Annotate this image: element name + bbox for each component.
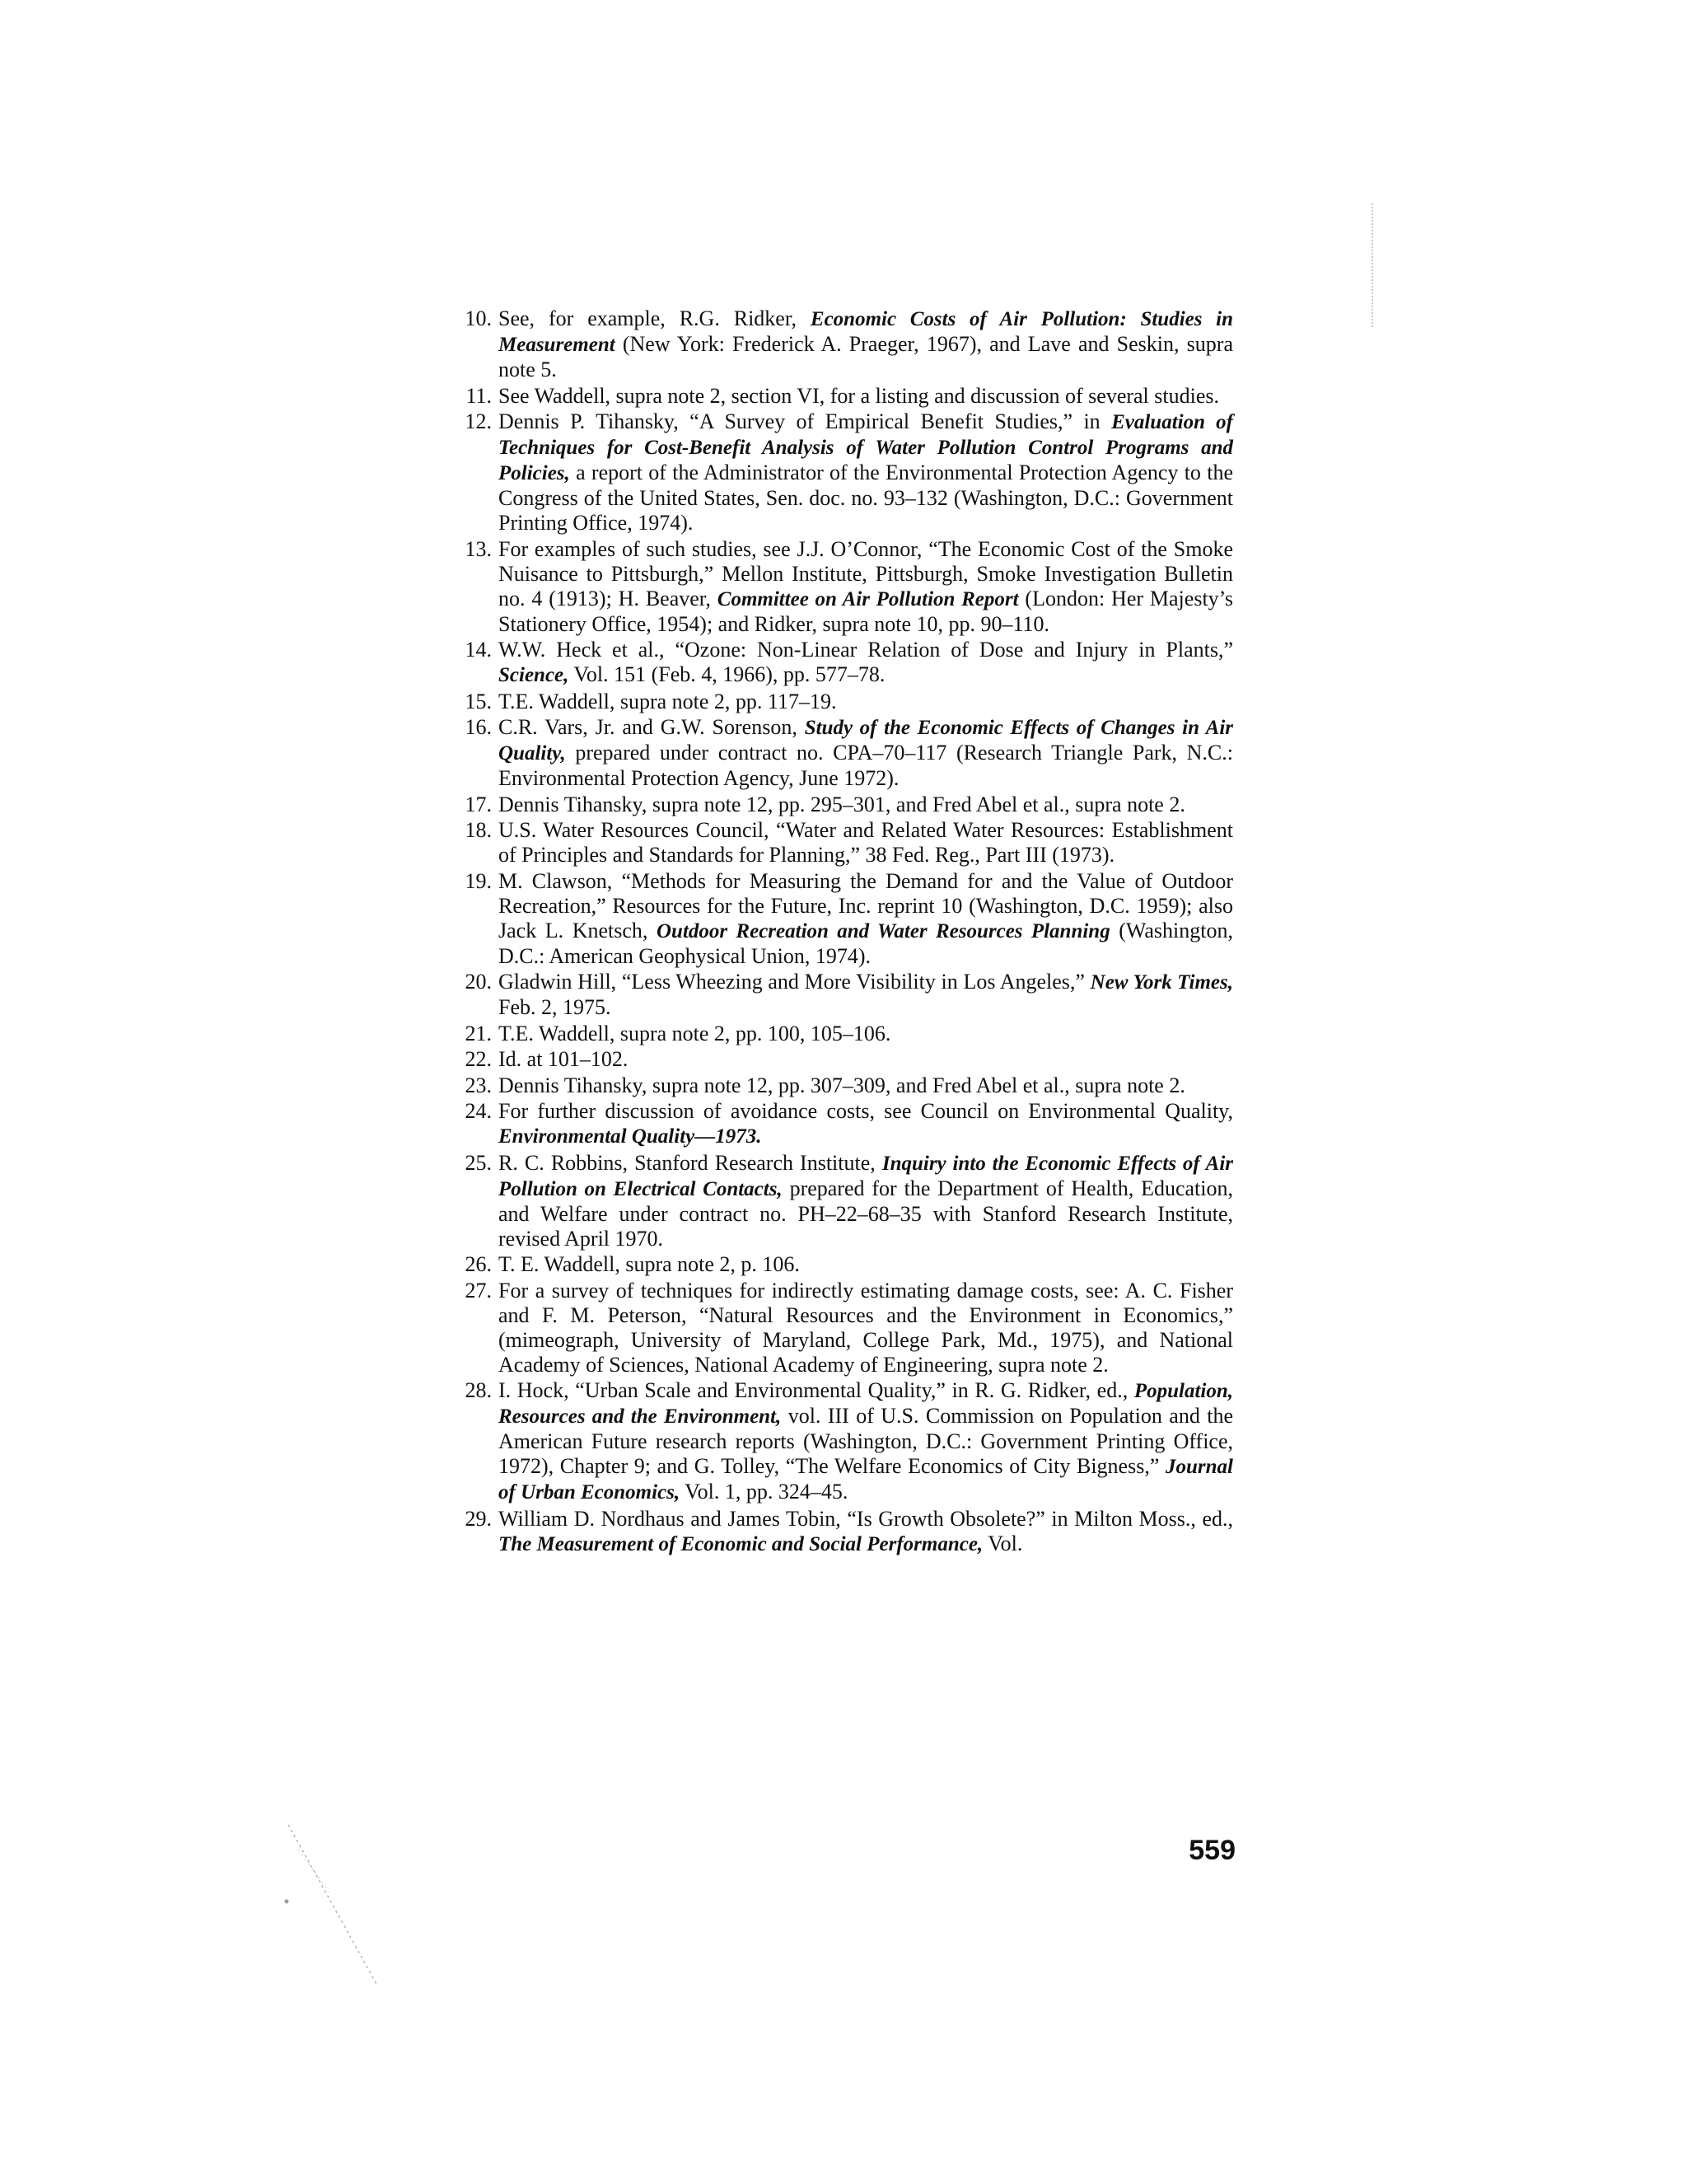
- footnote-title: Journal of Urban Economics,: [498, 1456, 1233, 1504]
- footnote-14: [456, 638, 1233, 688]
- footnote-number: 15.: [465, 689, 492, 713]
- footnote-text: See Waddell, supra note 2, section VI, for a listing and discussion of several studies.: [498, 383, 1219, 408]
- footnote-28: [456, 1378, 1233, 1505]
- footnote-text: prepared for the Department of Health, Education, and Welfare under contract no. PH–22–68–35 with Stanford Research Institute, revised April 1970.: [498, 1176, 1233, 1251]
- footnote-text: (London: Her Majesty’s Stationery Office, 1954); and Ridker, supra note 10, pp. 90–110.: [498, 586, 1234, 636]
- footnote-number: 14.: [465, 638, 492, 662]
- footnote-text: Id. at 101–102.: [498, 1047, 629, 1071]
- scan-artifact-mark: [280, 1817, 395, 2006]
- footnote-text: For further discussion of avoidance costs, see Council on Environmental Quality,: [498, 1099, 1233, 1123]
- footnote-number: 11.: [465, 383, 492, 408]
- footnote-13: [456, 537, 1233, 637]
- footnote-title: Science,: [498, 664, 569, 686]
- footnote-21: [456, 1022, 1233, 1046]
- footnote-text: T.E. Waddell, supra note 2, pp. 100, 105–106.: [498, 1021, 891, 1045]
- footnote-number: 17.: [465, 792, 492, 816]
- footnote-number: 12.: [465, 409, 492, 433]
- footnote-title: Environmental Quality—1973.: [498, 1125, 762, 1148]
- footnote-24: [456, 1099, 1233, 1149]
- footnote-text: (Washington, D.C.: American Geophysical Union, 1974).: [498, 918, 1233, 968]
- footnote-text: I. Hock, “Urban Scale and Environmental Quality,” in R. G. Ridker, ed.,: [498, 1378, 1134, 1402]
- footnote-number: 25.: [465, 1150, 492, 1175]
- footnote-text: Dennis Tihansky, supra note 12, pp. 307–309, and Fred Abel et al., supra note 2.: [498, 1073, 1185, 1097]
- footnote-text: a report of the Administrator of the Environmental Protection Agency to the Congress of the United States, Sen. doc. no. 93–132 (Washington, D.C.: Government Printing Office, 1974).: [498, 461, 1233, 535]
- footnote-text: Vol. 151 (Feb. 4, 1966), pp. 577–78.: [568, 662, 886, 686]
- footnote-15: [456, 690, 1233, 714]
- footnote-title: Evaluation of Techniques for Cost-Benefit Analysis of Water Pollution Control Programs and Policies,: [498, 411, 1233, 484]
- footnote-text: Vol. 1, pp. 324–45.: [680, 1480, 848, 1504]
- footnote-12: [456, 409, 1233, 535]
- footnote-text: For a survey of techniques for indirectly estimating damage costs, see: A. C. Fisher and F. M. Peterson, “Natural Resources and the Environment in Economics,” (mimeograph, University of Maryland, College Park, Md., 1975), and National Academy of Sciences, National Academy of Engineering, supra note 2.: [498, 1278, 1233, 1377]
- footnote-20: [456, 970, 1233, 1020]
- footnote-number: 20.: [465, 970, 492, 994]
- footnote-number: 28.: [465, 1378, 492, 1402]
- footnote-text: See, for example, R.G. Ridker,: [498, 306, 811, 330]
- footnote-list: [456, 306, 1233, 1558]
- footnote-title: Committee on Air Pollution Report: [717, 587, 1019, 610]
- footnote-23: [456, 1073, 1233, 1098]
- footnote-text: T.E. Waddell, supra note 2, pp. 117–19.: [498, 689, 837, 713]
- footnote-text: William D. Nordhaus and James Tobin, “Is Growth Obsolete?” in Milton Moss., ed.,: [498, 1506, 1233, 1531]
- footnote-26: [456, 1252, 1233, 1277]
- page-number: 559: [1189, 1835, 1236, 1866]
- footnote-title: The Measurement of Economic and Social Performance,: [498, 1532, 984, 1555]
- footnote-title: New York Times,: [1090, 971, 1233, 994]
- footnote-text: M. Clawson, “Methods for Measuring the Demand for and the Value of Outdoor Recreation,” Resources for the Future, Inc. reprint 10 (Washington, D.C. 1959); also Jack L. Knetsch,: [498, 868, 1233, 942]
- footnote-17: [456, 793, 1233, 817]
- footnote-text: Dennis P. Tihansky, “A Survey of Empirical Benefit Studies,” in: [498, 409, 1112, 433]
- footnote-16: [456, 715, 1233, 791]
- footnote-text: T. E. Waddell, supra note 2, p. 106.: [498, 1252, 800, 1276]
- footnote-number: 26.: [465, 1252, 492, 1276]
- footnote-number: 18.: [465, 818, 492, 842]
- footnote-title: Study of the Economic Effects of Changes in Air Quality,: [498, 717, 1233, 765]
- footnote-number: 22.: [465, 1047, 492, 1071]
- footnote-text: U.S. Water Resources Council, “Water and Related Water Resources: Establishment of Principles and Standards for Planning,” 38 Fed. Reg., Part III (1973).: [498, 818, 1233, 867]
- margin-rule: [1372, 203, 1375, 327]
- footnote-number: 13.: [465, 536, 492, 561]
- footnote-number: 24.: [465, 1099, 492, 1123]
- footnote-number: 16.: [465, 715, 492, 739]
- footnote-title: Outdoor Recreation and Water Resources Planning: [656, 919, 1110, 942]
- footnote-number: 10.: [465, 306, 492, 330]
- footnote-title: Economic Costs of Air Pollution: Studies in Measurement: [498, 308, 1233, 356]
- footnote-text: Feb. 2, 1975.: [498, 995, 611, 1019]
- footnote-27: [456, 1279, 1233, 1377]
- footnote-11: [456, 384, 1233, 409]
- footnote-number: 19.: [465, 868, 492, 893]
- footnote-29: [456, 1507, 1233, 1557]
- footnote-text: prepared under contract no. CPA–70–117 (Research Triangle Park, N.C.: Environmental Protection Agency, June 1972).: [498, 741, 1233, 790]
- footnote-text: W.W. Heck et al., “Ozone: Non-Linear Relation of Dose and Injury in Plants,”: [498, 638, 1233, 662]
- footnote-text: Vol.: [983, 1531, 1023, 1555]
- footnote-number: 29.: [465, 1506, 492, 1531]
- footnote-text: R. C. Robbins, Stanford Research Institute,: [498, 1150, 882, 1175]
- footnote-25: [456, 1151, 1233, 1251]
- footnote-number: 27.: [465, 1278, 492, 1302]
- footnote-text: Dennis Tihansky, supra note 12, pp. 295–301, and Fred Abel et al., supra note 2.: [498, 792, 1185, 816]
- footnote-18: [456, 818, 1233, 868]
- footnote-number: 23.: [465, 1073, 492, 1097]
- footnote-number: 21.: [465, 1021, 492, 1045]
- footnote-text: C.R. Vars, Jr. and G.W. Sorenson,: [498, 715, 805, 739]
- footnote-text: vol. III of U.S. Commission on Population and the American Future research reports (Washington, D.C.: Government Printing Office, 1972), Chapter 9; and G. Tolley, “The Welfare Economics of City Bigness,”: [498, 1404, 1233, 1478]
- footnote-text: Gladwin Hill, “Less Wheezing and More Visibility in Los Angeles,”: [498, 970, 1091, 994]
- footnote-text: For examples of such studies, see J.J. O’Connor, “The Economic Cost of the Smoke Nuisance to Pittsburgh,” Mellon Institute, Pittsburgh, Smoke Investigation Bulletin no. 4 (1913); H. Beaver,: [498, 536, 1233, 610]
- footnote-22: [456, 1047, 1233, 1072]
- footnote-19: [456, 869, 1233, 969]
- footnote-title: Inquiry into the Economic Effects of Air Pollution on Electrical Contacts,: [498, 1152, 1233, 1200]
- footnote-text: (New York: Frederick A. Praeger, 1967), and Lave and Seskin, supra note 5.: [498, 332, 1233, 381]
- footnote-title: Population, Resources and the Environment,: [498, 1380, 1233, 1428]
- footnote-10: [456, 306, 1233, 382]
